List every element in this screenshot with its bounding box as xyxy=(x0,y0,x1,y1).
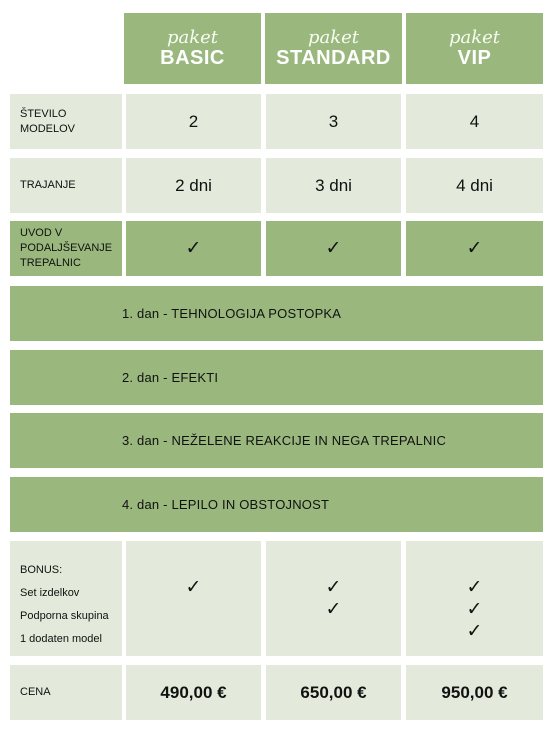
day-row-3: 3. dan - NEŽELENE REAKCIJE IN NEGA TREPALNIC xyxy=(10,413,543,468)
duration-standard: 3 dni xyxy=(266,158,401,213)
day-row-4: 4. dan - LEPILO IN OBSTOJNOST xyxy=(10,477,543,532)
duration-vip: 4 dni xyxy=(406,158,543,213)
bonus-row xyxy=(326,578,342,600)
check-icon: ✓ xyxy=(325,576,342,598)
row-label-duration xyxy=(10,158,122,213)
price-vip: 950,00 € xyxy=(406,665,543,720)
day-row-2: 2. dan - EFEKTI xyxy=(10,350,543,405)
bonus-item-support: Podporna skupina xyxy=(20,610,109,622)
intro-vip xyxy=(406,221,543,276)
row-label-price-text: CENA xyxy=(20,686,51,698)
header-vip-script: paket xyxy=(448,26,501,48)
header-basic-name: BASIC xyxy=(160,46,225,69)
check-icon: ✓ xyxy=(466,598,483,620)
check-icon: ✓ xyxy=(185,237,202,259)
check-icon: ✓ xyxy=(325,237,342,259)
models-standard: 3 xyxy=(266,94,401,149)
intro-basic xyxy=(126,221,261,276)
row-label-intro xyxy=(10,221,122,276)
row-label-intro-text: UVOD V PODALJŠEVANJE TREPALNIC xyxy=(20,227,113,269)
row-label-duration-text: TRAJANJE xyxy=(20,179,76,191)
bonus-row xyxy=(186,578,202,600)
models-basic: 2 xyxy=(126,94,261,149)
bonus-labels xyxy=(10,541,122,656)
bonus-standard xyxy=(266,541,401,656)
header-vip-name: VIP xyxy=(457,46,492,69)
bonus-row xyxy=(467,578,483,600)
day-row-1: 1. dan - TEHNOLOGIJA POSTOPKA xyxy=(10,286,543,341)
row-label-price xyxy=(10,665,122,720)
header-vip xyxy=(406,13,543,84)
price-basic: 490,00 € xyxy=(126,665,261,720)
bonus-row xyxy=(467,600,483,622)
duration-basic: 2 dni xyxy=(126,158,261,213)
check-icon: ✓ xyxy=(185,576,202,598)
row-label-models xyxy=(10,94,122,149)
bonus-vip xyxy=(406,541,543,656)
header-standard xyxy=(265,13,402,84)
bonus-item-model: 1 dodaten model xyxy=(20,633,102,645)
header-basic xyxy=(124,13,261,84)
models-vip: 4 xyxy=(406,94,543,149)
check-icon: ✓ xyxy=(466,237,483,259)
intro-standard xyxy=(266,221,401,276)
header-standard-script: paket xyxy=(307,26,360,48)
check-icon: ✓ xyxy=(466,620,483,642)
header-basic-script: paket xyxy=(166,26,219,48)
row-label-models-text: ŠTEVILO MODELOV xyxy=(20,107,76,135)
bonus-row xyxy=(467,622,483,644)
price-standard: 650,00 € xyxy=(266,665,401,720)
bonus-row xyxy=(326,600,342,622)
header-standard-name: STANDARD xyxy=(276,46,391,69)
bonus-basic xyxy=(126,541,261,656)
check-icon: ✓ xyxy=(466,576,483,598)
bonus-item-set: Set izdelkov xyxy=(20,587,80,599)
check-icon: ✓ xyxy=(325,598,342,620)
bonus-title: BONUS: xyxy=(20,564,63,576)
